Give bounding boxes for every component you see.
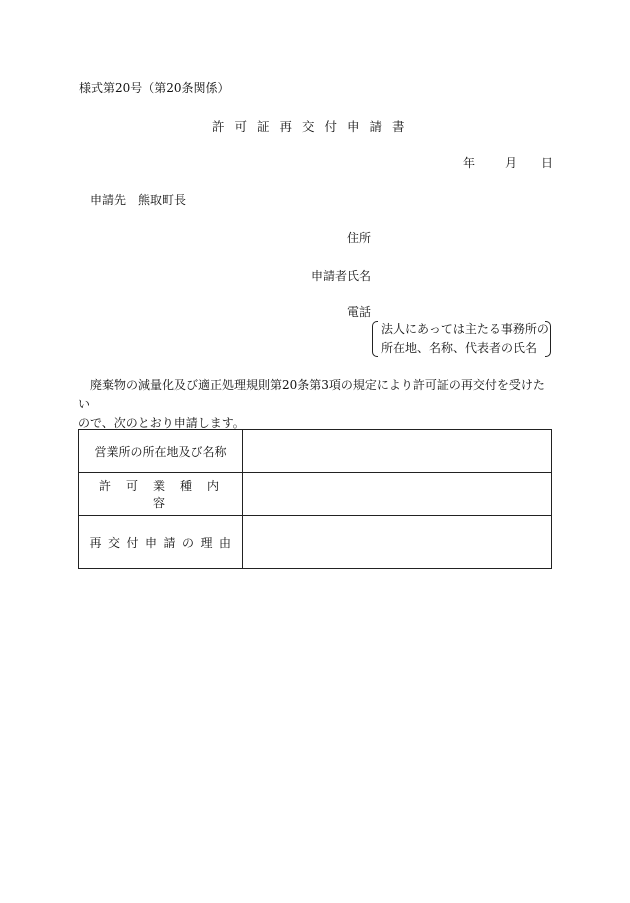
applicant-name-label: 申請者氏名 xyxy=(311,269,372,283)
body-line1 xyxy=(78,376,554,414)
recipient-name: 熊取町長 xyxy=(138,193,187,207)
reissue-reason-value[interactable] xyxy=(243,516,552,569)
office-location-label: 営業所の所在地及び名称 xyxy=(79,430,243,473)
recipient-label: 申請先 xyxy=(90,193,127,207)
recipient xyxy=(90,192,186,208)
application-table xyxy=(78,429,552,569)
body-text xyxy=(78,376,554,433)
address-label: 住所 xyxy=(347,231,372,245)
form-number: 様式第20号（第20条関係） xyxy=(79,81,230,95)
date-day: 日 xyxy=(541,156,554,170)
table-row xyxy=(79,430,552,473)
permit-business-value[interactable] xyxy=(243,473,552,516)
permit-business-label: 許可業種内容 xyxy=(79,473,243,516)
table-row xyxy=(79,516,552,569)
body-line1-text: 廃棄物の減量化及び適正処理規則第20条第3項の規定により許可証の再交付を受けたい xyxy=(78,378,545,411)
phone-label: 電話 xyxy=(347,305,372,319)
office-location-value[interactable] xyxy=(243,430,552,473)
corporate-note-line2: 所在地、名称、代表者の氏名 xyxy=(381,341,538,355)
body-line2: ので、次のとおり申請します。 xyxy=(78,416,245,430)
date-month: 月 xyxy=(505,156,518,170)
date-year: 年 xyxy=(463,156,476,170)
corporate-note-line1: 法人にあっては主たる事務所の xyxy=(381,322,549,336)
reissue-reason-label: 再交付申請の理由 xyxy=(79,516,243,569)
note-bracket-left xyxy=(372,321,378,357)
document-title: 許可証再交付申請書 xyxy=(212,119,415,134)
table-row xyxy=(79,473,552,516)
date-line xyxy=(463,155,553,171)
